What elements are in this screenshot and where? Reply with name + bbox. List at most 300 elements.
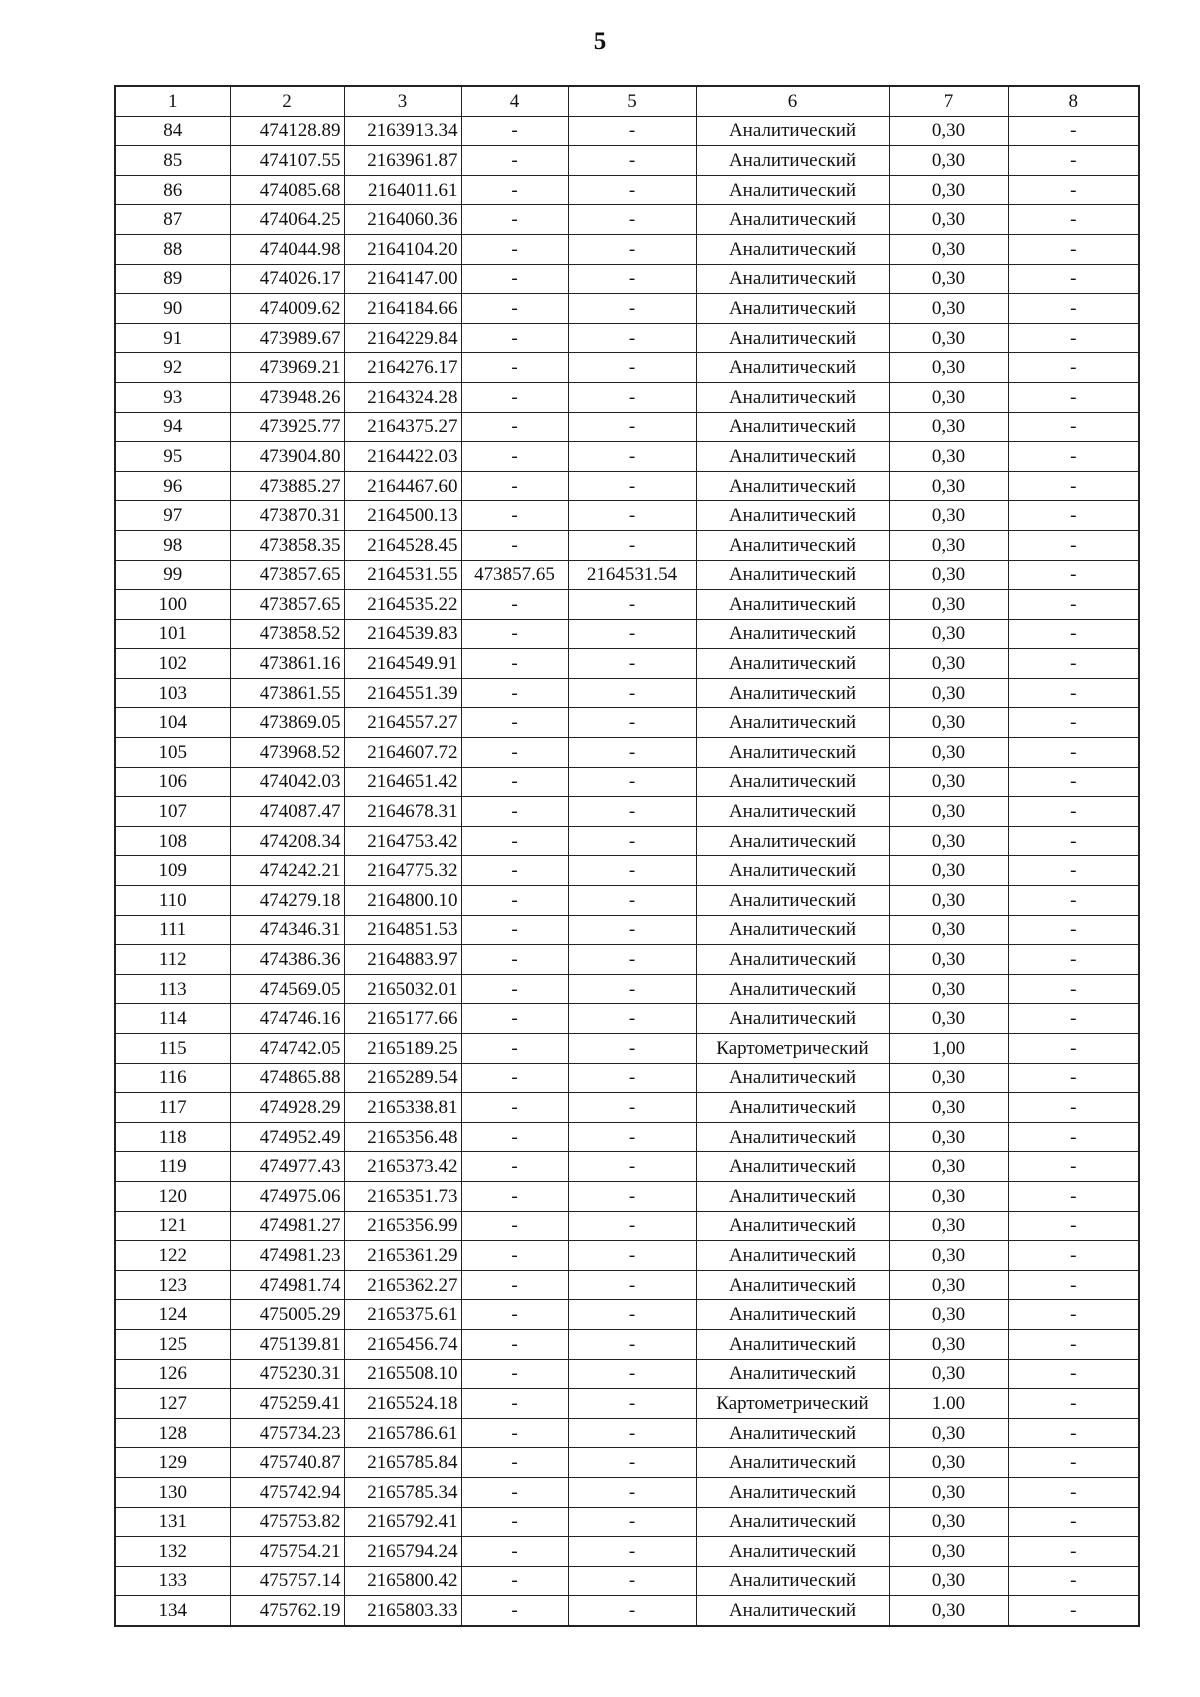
cell-method: Аналитический [696,1063,889,1093]
cell-coord-y-alt: - [568,708,696,738]
table-row [115,649,1139,679]
cell-coord-x-alt: - [461,175,568,205]
cell-coord-x: 474279.18 [230,886,344,916]
cell-coord-x: 475754.21 [230,1537,344,1567]
cell-point-number: 121 [115,1211,230,1241]
cell-note: - [1008,234,1139,264]
table-row [115,1122,1139,1152]
cell-note: - [1008,1596,1139,1626]
cell-accuracy: 0,30 [889,1566,1008,1596]
cell-note: - [1008,501,1139,531]
cell-point-number: 94 [115,412,230,442]
cell-accuracy: 0,30 [889,1004,1008,1034]
cell-coord-y: 2164375.27 [344,412,461,442]
cell-accuracy: 0,30 [889,530,1008,560]
cell-coord-x: 473869.05 [230,708,344,738]
cell-accuracy: 0,30 [889,1537,1008,1567]
table-row [115,530,1139,560]
table-row [115,323,1139,353]
cell-accuracy: 0,30 [889,619,1008,649]
cell-coord-y-alt: - [568,678,696,708]
cell-coord-x: 473857.65 [230,560,344,590]
cell-method: Аналитический [696,797,889,827]
cell-accuracy: 0,30 [889,974,1008,1004]
cell-point-number: 89 [115,264,230,294]
cell-method: Аналитический [696,353,889,383]
cell-coord-x: 474107.55 [230,146,344,176]
cell-coord-x-alt: - [461,501,568,531]
cell-coord-y: 2164557.27 [344,708,461,738]
cell-accuracy: 0,30 [889,826,1008,856]
cell-point-number: 102 [115,649,230,679]
table-row [115,619,1139,649]
cell-accuracy: 0,30 [889,501,1008,531]
cell-point-number: 130 [115,1477,230,1507]
table-row [115,945,1139,975]
column-header: 8 [1008,86,1139,116]
cell-accuracy: 0,30 [889,945,1008,975]
cell-coord-y-alt: - [568,856,696,886]
cell-coord-x-alt: - [461,264,568,294]
cell-coord-x-alt: - [461,1270,568,1300]
cell-note: - [1008,1329,1139,1359]
cell-method: Аналитический [696,1181,889,1211]
cell-method: Аналитический [696,619,889,649]
cell-accuracy: 0,30 [889,353,1008,383]
cell-coord-y: 2165792.41 [344,1507,461,1537]
cell-note: - [1008,945,1139,975]
cell-coord-y: 2165800.42 [344,1566,461,1596]
cell-coord-y-alt: - [568,974,696,1004]
cell-point-number: 103 [115,678,230,708]
cell-coord-y: 2165803.33 [344,1596,461,1626]
column-header: 1 [115,86,230,116]
cell-coord-x: 474087.47 [230,797,344,827]
cell-coord-x: 474042.03 [230,767,344,797]
cell-coord-x: 474742.05 [230,1034,344,1064]
column-header: 7 [889,86,1008,116]
cell-coord-x: 474928.29 [230,1093,344,1123]
cell-method: Аналитический [696,175,889,205]
cell-coord-x: 475742.94 [230,1477,344,1507]
cell-coord-y-alt: - [568,1093,696,1123]
table-row [115,234,1139,264]
table-row [115,1477,1139,1507]
cell-coord-y-alt: - [568,1300,696,1330]
cell-coord-x-alt: - [461,619,568,649]
cell-method: Аналитический [696,856,889,886]
cell-method: Аналитический [696,708,889,738]
cell-coord-x-alt: - [461,234,568,264]
cell-coord-x: 474981.23 [230,1241,344,1271]
table-row [115,708,1139,738]
cell-point-number: 88 [115,234,230,264]
cell-coord-y: 2164229.84 [344,323,461,353]
cell-coord-x-alt: - [461,1418,568,1448]
cell-method: Аналитический [696,1300,889,1330]
cell-accuracy: 0,30 [889,678,1008,708]
table-body [115,116,1139,1626]
cell-coord-x-alt: - [461,797,568,827]
cell-point-number: 98 [115,530,230,560]
cell-coord-y-alt: - [568,382,696,412]
cell-coord-y: 2164539.83 [344,619,461,649]
cell-note: - [1008,1034,1139,1064]
cell-coord-y: 2165356.99 [344,1211,461,1241]
cell-coord-x-alt: - [461,1566,568,1596]
table-row [115,1093,1139,1123]
cell-coord-y-alt: - [568,797,696,827]
cell-point-number: 133 [115,1566,230,1596]
cell-accuracy: 0,30 [889,323,1008,353]
cell-coord-x-alt: - [461,974,568,1004]
cell-note: - [1008,1389,1139,1419]
cell-method: Аналитический [696,116,889,146]
cell-coord-x: 475005.29 [230,1300,344,1330]
table-row [115,1300,1139,1330]
cell-coord-x-alt: - [461,353,568,383]
cell-accuracy: 0,30 [889,1477,1008,1507]
cell-method: Картометрический [696,1389,889,1419]
cell-accuracy: 0,30 [889,442,1008,472]
cell-accuracy: 0,30 [889,471,1008,501]
cell-accuracy: 0,30 [889,1448,1008,1478]
cell-coord-y: 2165356.48 [344,1122,461,1152]
cell-coord-y-alt: - [568,205,696,235]
cell-coord-y: 2165362.27 [344,1270,461,1300]
cell-note: - [1008,1270,1139,1300]
cell-point-number: 90 [115,294,230,324]
cell-coord-x: 473858.35 [230,530,344,560]
cell-point-number: 95 [115,442,230,472]
cell-accuracy: 0,30 [889,590,1008,620]
cell-note: - [1008,1477,1139,1507]
cell-point-number: 127 [115,1389,230,1419]
cell-coord-x-alt: - [461,738,568,768]
cell-accuracy: 0,30 [889,856,1008,886]
cell-method: Аналитический [696,915,889,945]
cell-point-number: 93 [115,382,230,412]
cell-accuracy: 0,30 [889,560,1008,590]
cell-coord-x-alt: - [461,708,568,738]
cell-method: Аналитический [696,738,889,768]
cell-point-number: 91 [115,323,230,353]
cell-accuracy: 0,30 [889,294,1008,324]
cell-coord-x-alt: - [461,856,568,886]
cell-coord-x-alt: - [461,1359,568,1389]
cell-point-number: 105 [115,738,230,768]
cell-note: - [1008,797,1139,827]
cell-point-number: 113 [115,974,230,1004]
cell-coord-x-alt: - [461,1389,568,1419]
cell-coord-x-alt: - [461,205,568,235]
cell-accuracy: 0,30 [889,1359,1008,1389]
cell-accuracy: 0,30 [889,1418,1008,1448]
cell-note: - [1008,353,1139,383]
cell-coord-x: 474009.62 [230,294,344,324]
cell-coord-y: 2163961.87 [344,146,461,176]
table-row [115,974,1139,1004]
cell-method: Аналитический [696,412,889,442]
cell-coord-x: 474242.21 [230,856,344,886]
table-row [115,146,1139,176]
cell-coord-y: 2165032.01 [344,974,461,1004]
cell-coord-x-alt: - [461,1537,568,1567]
cell-point-number: 107 [115,797,230,827]
cell-method: Аналитический [696,1152,889,1182]
coordinates-table [114,85,1140,1627]
cell-coord-y: 2164104.20 [344,234,461,264]
cell-coord-y: 2165786.61 [344,1418,461,1448]
cell-accuracy: 0,30 [889,264,1008,294]
cell-accuracy: 0,30 [889,1122,1008,1152]
cell-coord-x: 473968.52 [230,738,344,768]
table-row [115,1448,1139,1478]
table-row [115,353,1139,383]
cell-coord-y: 2164775.32 [344,856,461,886]
cell-coord-y: 2165508.10 [344,1359,461,1389]
cell-coord-y: 2165177.66 [344,1004,461,1034]
cell-method: Аналитический [696,234,889,264]
cell-note: - [1008,1181,1139,1211]
table-row [115,678,1139,708]
table-row [115,205,1139,235]
cell-note: - [1008,1418,1139,1448]
cell-note: - [1008,294,1139,324]
cell-coord-y-alt: - [568,619,696,649]
cell-point-number: 100 [115,590,230,620]
cell-coord-x-alt: 473857.65 [461,560,568,590]
cell-coord-x: 474981.74 [230,1270,344,1300]
cell-method: Аналитический [696,826,889,856]
cell-coord-y: 2165189.25 [344,1034,461,1064]
cell-coord-x-alt: - [461,1477,568,1507]
cell-coord-y-alt: - [568,353,696,383]
cell-point-number: 85 [115,146,230,176]
cell-coord-y-alt: - [568,530,696,560]
cell-note: - [1008,471,1139,501]
cell-method: Аналитический [696,1122,889,1152]
cell-coord-x: 475230.31 [230,1359,344,1389]
cell-point-number: 117 [115,1093,230,1123]
cell-point-number: 131 [115,1507,230,1537]
cell-note: - [1008,530,1139,560]
table-row [115,915,1139,945]
cell-coord-x: 473925.77 [230,412,344,442]
cell-note: - [1008,560,1139,590]
cell-accuracy: 0,30 [889,1211,1008,1241]
cell-accuracy: 0,30 [889,708,1008,738]
cell-coord-y-alt: - [568,590,696,620]
cell-method: Аналитический [696,501,889,531]
cell-note: - [1008,442,1139,472]
table-row [115,797,1139,827]
cell-coord-x-alt: - [461,945,568,975]
cell-coord-x-alt: - [461,412,568,442]
cell-note: - [1008,826,1139,856]
cell-coord-y: 2164651.42 [344,767,461,797]
cell-accuracy: 0,30 [889,1093,1008,1123]
column-header: 4 [461,86,568,116]
cell-method: Аналитический [696,560,889,590]
cell-accuracy: 1.00 [889,1389,1008,1419]
cell-coord-x: 474569.05 [230,974,344,1004]
cell-method: Аналитический [696,146,889,176]
cell-coord-x-alt: - [461,1034,568,1064]
cell-coord-y: 2165794.24 [344,1537,461,1567]
cell-coord-y: 2165351.73 [344,1181,461,1211]
cell-coord-y: 2165785.84 [344,1448,461,1478]
cell-coord-x: 475757.14 [230,1566,344,1596]
cell-point-number: 115 [115,1034,230,1064]
table-row [115,738,1139,768]
cell-coord-x: 473948.26 [230,382,344,412]
table-row [115,442,1139,472]
cell-coord-x: 475259.41 [230,1389,344,1419]
cell-coord-y: 2165456.74 [344,1329,461,1359]
cell-note: - [1008,767,1139,797]
cell-coord-x: 473885.27 [230,471,344,501]
cell-point-number: 134 [115,1596,230,1626]
cell-accuracy: 0,30 [889,1329,1008,1359]
cell-coord-y: 2165289.54 [344,1063,461,1093]
cell-coord-x: 473870.31 [230,501,344,531]
cell-note: - [1008,708,1139,738]
cell-coord-x: 475762.19 [230,1596,344,1626]
cell-coord-y: 2165375.61 [344,1300,461,1330]
cell-coord-y-alt: - [568,945,696,975]
cell-note: - [1008,590,1139,620]
cell-note: - [1008,1241,1139,1271]
cell-accuracy: 0,30 [889,116,1008,146]
cell-coord-y: 2164467.60 [344,471,461,501]
cell-method: Аналитический [696,974,889,1004]
cell-coord-x: 473861.16 [230,649,344,679]
cell-point-number: 124 [115,1300,230,1330]
cell-accuracy: 0,30 [889,1300,1008,1330]
cell-coord-y-alt: - [568,1359,696,1389]
cell-coord-y: 2164851.53 [344,915,461,945]
cell-coord-x-alt: - [461,649,568,679]
cell-coord-x-alt: - [461,1596,568,1626]
table-row [115,560,1139,590]
table-row [115,1211,1139,1241]
cell-point-number: 122 [115,1241,230,1271]
cell-coord-x: 475139.81 [230,1329,344,1359]
cell-accuracy: 0,30 [889,1596,1008,1626]
cell-point-number: 132 [115,1537,230,1567]
cell-coord-y-alt: - [568,1477,696,1507]
cell-point-number: 129 [115,1448,230,1478]
cell-accuracy: 0,30 [889,915,1008,945]
cell-coord-y: 2164800.10 [344,886,461,916]
cell-coord-y-alt: - [568,264,696,294]
table-row [115,1418,1139,1448]
cell-accuracy: 0,30 [889,234,1008,264]
cell-coord-y-alt: - [568,1418,696,1448]
cell-accuracy: 0,30 [889,1181,1008,1211]
cell-note: - [1008,1004,1139,1034]
cell-coord-y-alt: - [568,1448,696,1478]
cell-coord-y-alt: - [568,1389,696,1419]
cell-method: Аналитический [696,1211,889,1241]
cell-coord-y-alt: - [568,294,696,324]
cell-method: Аналитический [696,530,889,560]
cell-coord-x: 474085.68 [230,175,344,205]
cell-coord-x: 474977.43 [230,1152,344,1182]
cell-point-number: 110 [115,886,230,916]
cell-method: Картометрический [696,1034,889,1064]
cell-coord-y-alt: - [568,234,696,264]
cell-method: Аналитический [696,382,889,412]
cell-coord-x: 474981.27 [230,1211,344,1241]
cell-note: - [1008,264,1139,294]
cell-point-number: 119 [115,1152,230,1182]
cell-coord-x-alt: - [461,1093,568,1123]
cell-point-number: 104 [115,708,230,738]
cell-accuracy: 0,30 [889,146,1008,176]
cell-point-number: 109 [115,856,230,886]
cell-method: Аналитический [696,1566,889,1596]
cell-method: Аналитический [696,1448,889,1478]
cell-coord-y-alt: - [568,1063,696,1093]
cell-coord-x: 474064.25 [230,205,344,235]
cell-coord-y: 2165373.42 [344,1152,461,1182]
cell-coord-y-alt: - [568,1566,696,1596]
table-row [115,1241,1139,1271]
table-row [115,1004,1139,1034]
cell-accuracy: 0,30 [889,1063,1008,1093]
cell-note: - [1008,1566,1139,1596]
cell-coord-y: 2165785.34 [344,1477,461,1507]
cell-coord-x: 474386.36 [230,945,344,975]
column-header: 3 [344,86,461,116]
table-row [115,826,1139,856]
column-header: 5 [568,86,696,116]
cell-coord-x-alt: - [461,826,568,856]
cell-method: Аналитический [696,1093,889,1123]
cell-note: - [1008,619,1139,649]
cell-note: - [1008,649,1139,679]
cell-method: Аналитический [696,1329,889,1359]
cell-coord-x: 474952.49 [230,1122,344,1152]
cell-coord-y-alt: - [568,1507,696,1537]
cell-point-number: 116 [115,1063,230,1093]
cell-coord-y: 2164324.28 [344,382,461,412]
cell-note: - [1008,1063,1139,1093]
cell-accuracy: 0,30 [889,1152,1008,1182]
cell-method: Аналитический [696,945,889,975]
cell-point-number: 101 [115,619,230,649]
cell-point-number: 123 [115,1270,230,1300]
cell-coord-x: 473857.65 [230,590,344,620]
cell-coord-y-alt: - [568,501,696,531]
table-row [115,1389,1139,1419]
column-header: 2 [230,86,344,116]
cell-note: - [1008,1448,1139,1478]
cell-coord-y: 2164060.36 [344,205,461,235]
cell-point-number: 128 [115,1418,230,1448]
cell-point-number: 118 [115,1122,230,1152]
table-row [115,1152,1139,1182]
cell-coord-y-alt: - [568,116,696,146]
cell-note: - [1008,856,1139,886]
table-row [115,1181,1139,1211]
table-row [115,1034,1139,1064]
cell-accuracy: 0,30 [889,1241,1008,1271]
cell-method: Аналитический [696,886,889,916]
cell-coord-x-alt: - [461,382,568,412]
